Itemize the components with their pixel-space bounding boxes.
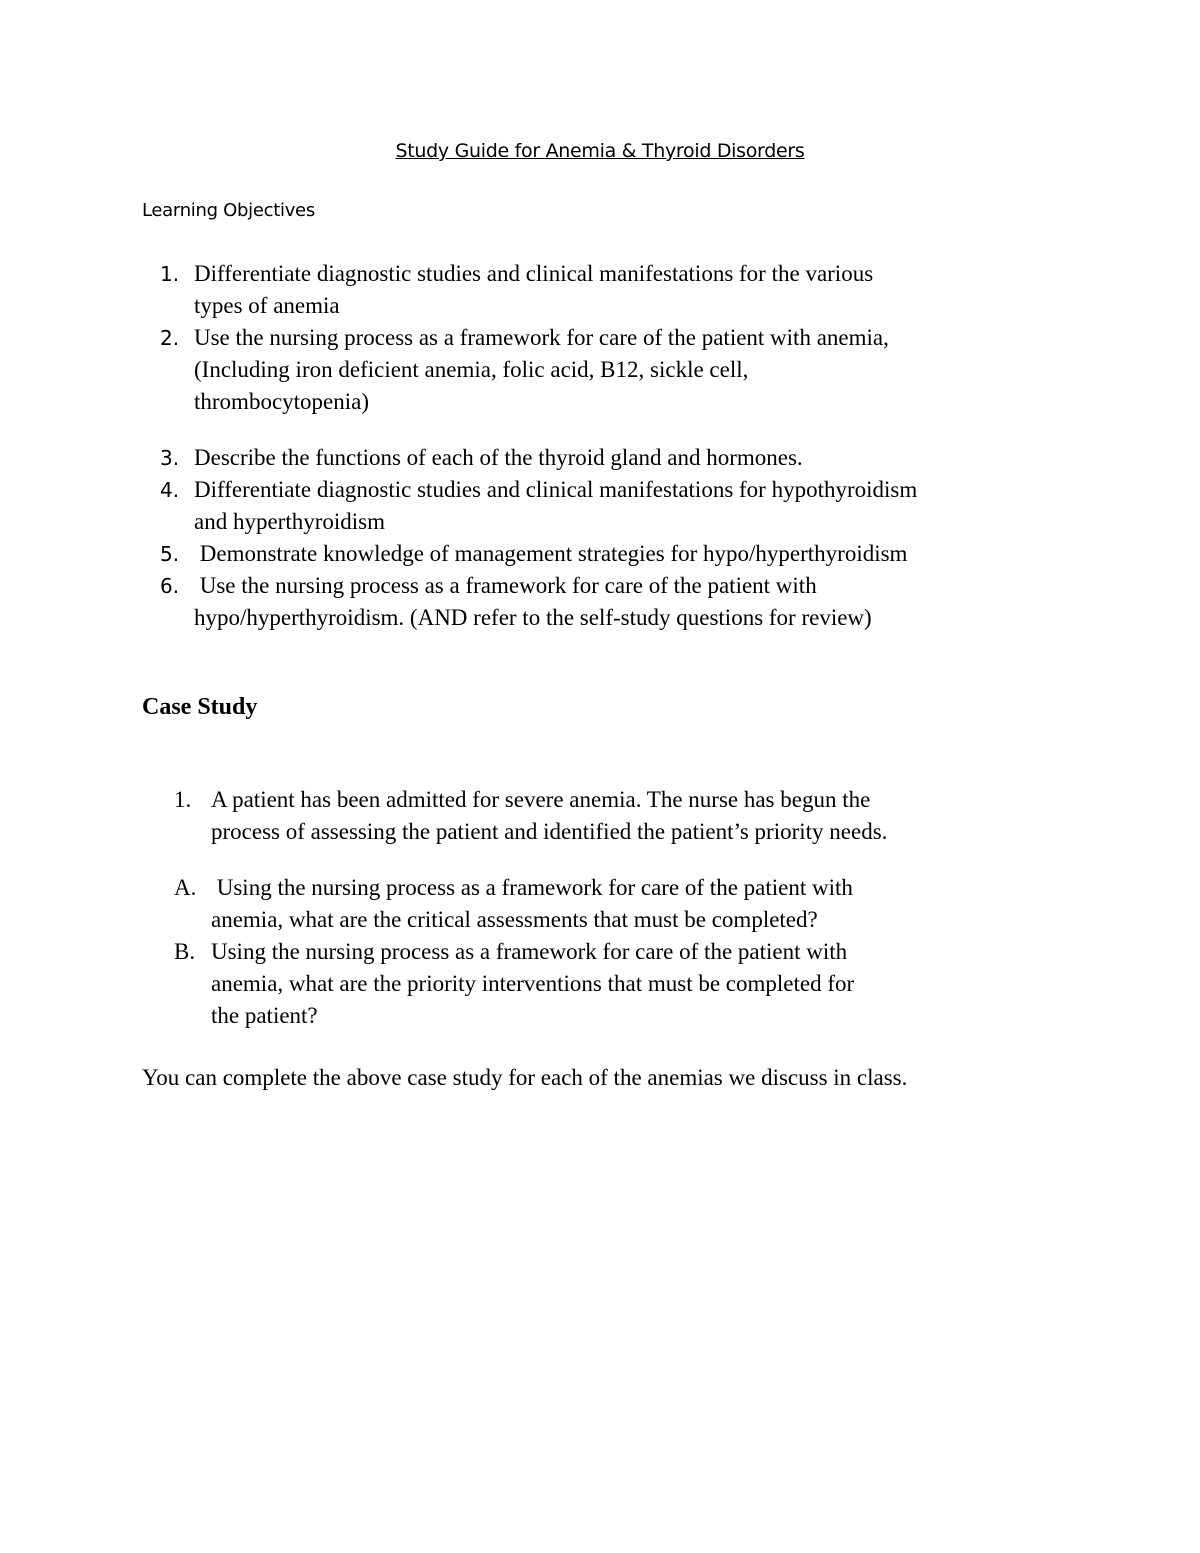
objective-line: (Including iron deficient anemia, folic acid, B12, sickle cell, (194, 357, 749, 382)
document-title: Study Guide for Anemia & Thyroid Disorders (395, 140, 805, 162)
objective-line: Differentiate diagnostic studies and clinical manifestations for the various (194, 261, 874, 286)
case-study-heading: Case Study (142, 694, 258, 720)
case-study-list (0, 784, 1200, 1032)
closing-note: You can complete the above case study for each of the anemias we discuss in class. (142, 1065, 908, 1090)
case-item-line: the patient? (211, 1003, 318, 1028)
objective-line: types of anemia (194, 293, 340, 318)
objective-number: 1. (160, 262, 180, 286)
case-item (0, 936, 1200, 1032)
objective-line: Demonstrate knowledge of management strategies for hypo/hyperthyroidism (194, 541, 908, 566)
objective-number: 6. (160, 574, 180, 598)
case-item (0, 872, 1200, 936)
objective-line: Differentiate diagnostic studies and clinical manifestations for hypothyroidism (194, 477, 918, 502)
objective-item (0, 322, 1200, 418)
case-item-line: Using the nursing process as a framework for care of the patient with (211, 875, 853, 900)
objective-item (0, 570, 1200, 634)
objective-number: 2. (160, 326, 180, 350)
case-item-line: anemia, what are the priority interventions that must be completed for (211, 971, 855, 996)
case-item-line: Using the nursing process as a framework for care of the patient with (211, 939, 848, 964)
objective-line: thrombocytopenia) (194, 389, 370, 414)
learning-objectives-heading: Learning Objectives (142, 200, 315, 221)
objective-number: 5. (160, 542, 180, 566)
objectives-list (0, 258, 1200, 634)
case-item-line: A patient has been admitted for severe anemia. The nurse has begun the (211, 787, 871, 812)
case-item (0, 784, 1200, 848)
case-item-label: B. (174, 939, 196, 964)
objective-line: and hyperthyroidism (194, 509, 385, 534)
objective-line: Describe the functions of each of the thyroid gland and hormones. (194, 445, 803, 470)
objective-item (0, 474, 1200, 538)
objective-line: Use the nursing process as a framework for care of the patient with (194, 573, 817, 598)
case-item-label: 1. (174, 787, 192, 812)
objective-number: 4. (160, 478, 180, 502)
objective-item (0, 442, 1200, 474)
objective-line: Use the nursing process as a framework for care of the patient with anemia, (194, 325, 889, 350)
case-item-line: anemia, what are the critical assessments that must be completed? (211, 907, 818, 932)
objective-item (0, 258, 1200, 322)
objective-item (0, 538, 1200, 570)
objective-line: hypo/hyperthyroidism. (AND refer to the self-study questions for review) (194, 605, 872, 630)
objective-number: 3. (160, 446, 180, 470)
case-item-label: A. (174, 875, 197, 900)
case-item-line: process of assessing the patient and identified the patient’s priority needs. (211, 819, 888, 844)
